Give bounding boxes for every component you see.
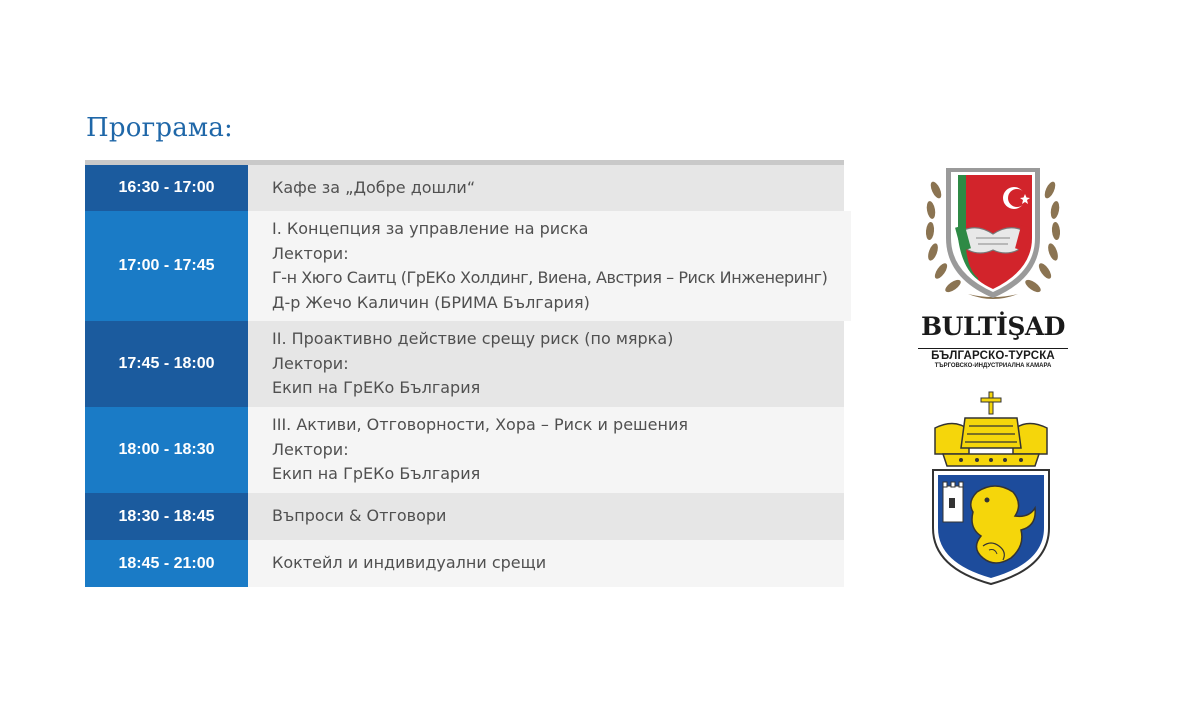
time-slot: 18:00 - 18:30 — [85, 407, 248, 493]
session-title: II. Проактивно действие срещу риск (по мярка) — [272, 329, 674, 349]
session-line: Лектори: — [272, 353, 349, 373]
time-slot: 18:45 - 21:00 — [85, 540, 248, 587]
schedule-row — [85, 407, 844, 493]
ship-crown-icon — [935, 392, 1047, 466]
session-title: I. Концепция за управление на риска — [272, 219, 589, 238]
brand-subtitle-small: ТЪРГОВСКО-ИНДУСТРИАЛНА КАМАРА — [934, 363, 1052, 369]
coat-of-arms-logo — [925, 388, 1057, 586]
tower-icon — [943, 482, 963, 522]
schedule-table — [85, 160, 844, 587]
session-line: Г-н Хюго Саитц (ГрЕКо Холдинг, Виена, Австрия – Риск Инженеринг) — [272, 268, 828, 287]
session-line: Кафе за „Добре дошли“ — [272, 177, 476, 197]
page-title: Програма: — [86, 113, 234, 143]
session-description — [248, 493, 844, 540]
schedule-row — [85, 211, 844, 321]
session-line: Коктейл и индивидуални срещи — [272, 553, 547, 573]
session-description — [248, 165, 844, 211]
session-description — [248, 321, 844, 407]
session-title: III. Активи, Отговорности, Хора – Риск и решения — [272, 415, 689, 435]
session-line: Д-р Жечо Каличин (БРИМА България) — [272, 292, 590, 312]
brand-name: BULTİŞAD — [921, 312, 1065, 341]
session-line: Лектори: — [272, 439, 349, 459]
session-line: Екип на ГрЕКо България — [272, 378, 481, 398]
time-slot: 16:30 - 17:00 — [85, 165, 248, 211]
time-slot: 18:30 - 18:45 — [85, 493, 248, 540]
schedule-row — [85, 540, 844, 587]
session-description — [248, 407, 844, 493]
schedule-row — [85, 165, 844, 211]
session-description — [248, 540, 844, 587]
session-description — [248, 211, 851, 321]
session-line: Лектори: — [272, 243, 349, 263]
schedule-row — [85, 493, 844, 540]
time-slot: 17:45 - 18:00 — [85, 321, 248, 407]
session-line: Екип на ГрЕКо България — [272, 464, 481, 484]
time-slot: 17:00 - 17:45 — [85, 211, 248, 321]
brand-subtitle: БЪЛГАРСКО-ТУРСКА — [918, 348, 1068, 362]
schedule-row — [85, 321, 844, 407]
session-line: Въпроси & Отговори — [272, 506, 447, 526]
